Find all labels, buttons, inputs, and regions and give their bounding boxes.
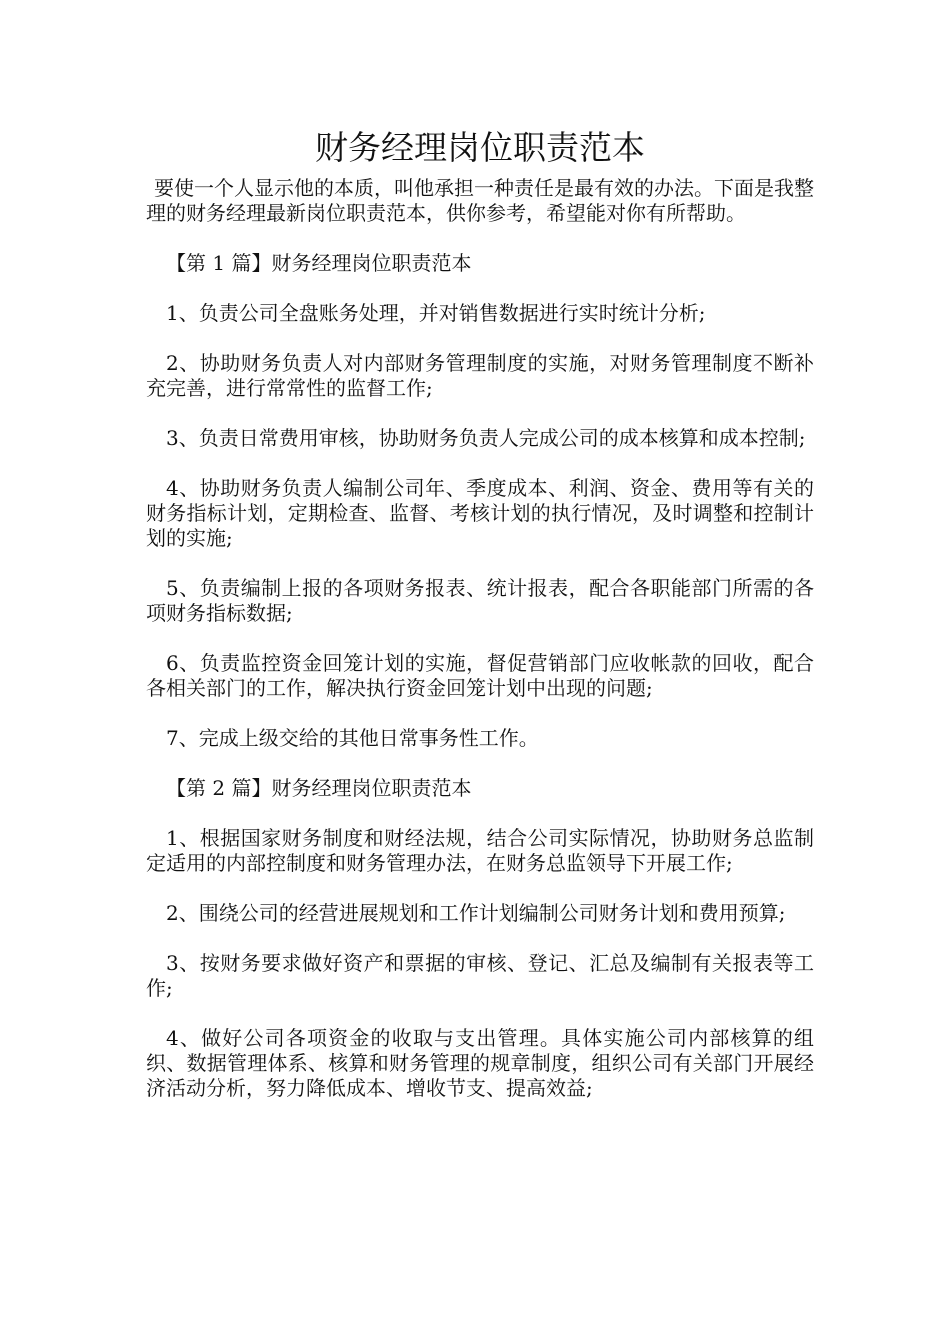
section-2-item-3: 3、按财务要求做好资产和票据的审核、登记、汇总及编制有关报表等工作; xyxy=(146,951,814,1000)
document-title: 财务经理岗位职责范本 xyxy=(315,128,645,167)
spacer xyxy=(146,701,814,726)
section-1-item-6: 6、负责监控资金回笼计划的实施，督促营销部门应收帐款的回收，配合各相关部门的工作，解决执行资金回笼计划中出现的问题; xyxy=(146,651,814,700)
section-1-item-4: 4、协助财务负责人编制公司年、季度成本、利润、资金、费用等有关的财务指标计划，定期检查、监督、考核计划的执行情况，及时调整和控制计划的实施; xyxy=(146,476,814,550)
section-1-item-2: 2、协助财务负责人对内部财务管理制度的实施，对财务管理制度不断补充完善，进行常常性的监督工作; xyxy=(146,351,814,400)
spacer xyxy=(146,401,814,426)
section-2-item-2: 2、围绕公司的经营进展规划和工作计划编制公司财务计划和费用预算; xyxy=(166,901,786,925)
spacer xyxy=(146,801,814,826)
spacer xyxy=(146,551,814,576)
spacer xyxy=(146,276,814,301)
spacer xyxy=(146,226,814,251)
section-1-item-7: 7、完成上级交给的其他日常事务性工作。 xyxy=(166,726,539,750)
section-2-heading: 【第 2 篇】财务经理岗位职责范本 xyxy=(166,776,472,800)
spacer xyxy=(146,1001,814,1026)
spacer xyxy=(146,626,814,651)
spacer xyxy=(146,751,814,776)
spacer xyxy=(146,326,814,351)
section-1-heading: 【第 1 篇】财务经理岗位职责范本 xyxy=(166,251,472,275)
intro-paragraph: 要使一个人显示他的本质，叫他承担一种责任是最有效的办法。下面是我整理的财务经理最新岗位职责范本，供你参考，希望能对你有所帮助。 xyxy=(146,176,814,225)
section-1-item-1: 1、负责公司全盘账务处理，并对销售数据进行实时统计分析; xyxy=(166,301,706,325)
section-2-item-1: 1、根据国家财务制度和财经法规，结合公司实际情况，协助财务总监制定适用的内部控制度和财务管理办法，在财务总监领导下开展工作; xyxy=(146,826,814,875)
spacer xyxy=(146,876,814,901)
spacer xyxy=(146,451,814,476)
document-body xyxy=(146,126,814,1101)
section-2-item-4: 4、做好公司各项资金的收取与支出管理。具体实施公司内部核算的组织、数据管理体系、核算和财务管理的规章制度，组织公司有关部门开展经济活动分析，努力降低成本、增收节支、提高效益; xyxy=(146,1026,814,1100)
spacer xyxy=(146,926,814,951)
section-1-item-3: 3、负责日常费用审核，协助财务负责人完成公司的成本核算和成本控制; xyxy=(166,426,806,450)
section-1-item-5: 5、负责编制上报的各项财务报表、统计报表，配合各职能部门所需的各项财务指标数据; xyxy=(146,576,814,625)
